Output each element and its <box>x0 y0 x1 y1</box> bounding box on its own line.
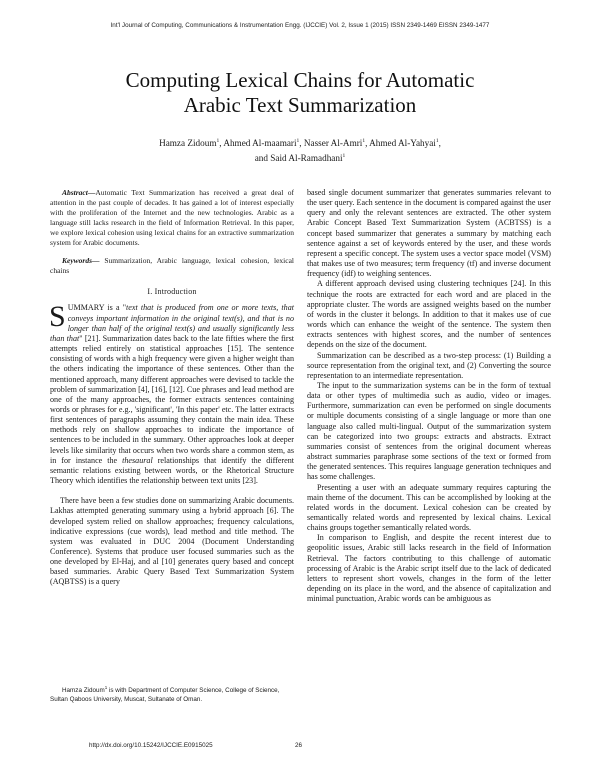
body-paragraph: The input to the summarization systems can be in the form of textual data or other types of multimedia such as audio, video or images. Furthermore, summarization can even be performed on single documents or multiple documents consisting of a single language or more than one language also called multi-lingual. Output of the summarization system can be categorized into two groups: extracts and abstracts. Extract summaries consist of sentences from the original document whereas abstract summaries paraphrase some sections of the text or formed from the generated sentences. This requires language generation techniques and has some challenges. <box>307 380 551 482</box>
author-affiliation-mark: 1 <box>435 138 439 144</box>
abstract: Abstract—Automatic Text Summarization has received a great deal of attention in the past couple of decades. It has gained a lot of interest especially with the proliferation of the Internet and the new technologies. Arabic as a language still lacks research in the field of Information Retrieval. In this paper, we explore lexical cohesion using lexical chains for an extractive summarization system for Arabic documents. <box>50 188 294 247</box>
author-name: Said Al-Ramadhani <box>270 153 343 164</box>
title-line-2: Arabic Text Summarization <box>183 93 417 117</box>
keywords-label: Keywords <box>62 256 92 266</box>
abstract-text: Automatic Text Summarization has received a great deal of attention in the past couple of decades. It has gained a lot of interest especially with the proliferation of the Internet and the new technologies. Arabic as a language still lacks research in the field of Information Retrieval. In this paper, we explore lexical cohesion using lexical chains for an extractive summarization system for Arabic documents. <box>50 188 294 247</box>
drop-cap: S <box>49 300 66 334</box>
intro-paragraph-1: SUMMARY is a "text that is produced from one or more texts, that conveys important information in the original text(s), and that is no longer than half of the original text(s) and usually significantly less than that" [21]. Summarization dates back to the late fifties where the first attempts relied entirely on statistical approaches [15]. The sentence consisting of words with a high frequency were given a higher weight than the others indicating the importance of these sentences. Other than the mentioned approach, many different approaches were devised to tackle the problem of summarization [4], [16], [12]. Cue phrases and lead method are one of the many approaches, the former extracts sentences containing words or phrases for e.g., 'significant', 'In this paper' etc. The latter extracts first sentences of paragraphs assuming they contain the main idea. These methods rely on shallow approaches to indicate the importance of sentences to be included in the summary. Other approaches look at deeper levels like similarity that occurs when two words share a common stem, as in for instance the thesaural relationships that identify the different semantic relations existing between words, or the Rhetorical Structure Theory which identifies the relationship between text units [23]. <box>49 300 294 486</box>
author-name: Ahmed Al-maamari <box>223 138 297 149</box>
affiliation-footnote: Hamza Zidoum$^1$ is with Department of Computer Science, College of Science, Sultan Qaboos University, Muscat, Sultanate of Oman. <box>50 685 280 704</box>
summary-definition-quote: text that is produced from one or more texts, that conveys important information in the original text(s), and that is no longer than half of the original text(s) and usually significantly less than that <box>50 303 294 343</box>
author-affiliation-mark: 1 <box>296 138 300 144</box>
author-affiliation-mark: 1 <box>216 138 220 144</box>
paper-title <box>60 68 540 118</box>
doi-link[interactable]: http://dx.doi.org/10.15242/IJCCIE.E0915025 <box>89 742 213 749</box>
author-name: Nasser Al-Amri <box>303 138 363 149</box>
authors-line-2: and Said Al-Ramadhani$^1$ <box>254 153 346 164</box>
right-column <box>307 188 551 604</box>
keywords-text: Summarization, Arabic language, lexical cohesion, lexical chains <box>50 256 294 276</box>
section-heading-introduction: I. Introduction <box>147 287 197 297</box>
left-column <box>50 188 294 588</box>
author-list <box>70 135 530 165</box>
body-paragraph: Summarization can be described as a two-step process: (1) Building a source representation from the original text, and (2) Converting the source representation to an intermediate representation. <box>307 350 551 380</box>
body-paragraph: A different approach devised using clustering techniques [24]. In this technique the roots are extracted for each word and are placed in the appropriate cluster. The words are assigned weights based on the number of words in the cluster it belongs. In addition to that it makes use of cue words which can enhance the weight of the sentence. The system then extracts sentences with highest scores, and the number of sentences depends on the size of the document. <box>307 279 551 350</box>
journal-header: Int'l Journal of Computing, Communications & Instrumentation Engg. (IJCCIE) Vol. 2, Issue 1 (2015) ISSN 2349-1469 EISSN 2349-1477 <box>110 22 490 29</box>
intro-paragraph-2: There have been a few studies done on summarizing Arabic documents. Lakhas attempted generating summary using a hybrid approach [6]. The developed system relied on shallow approaches; frequency calculations, indicative expressions (cue words), lead method and title method. The system was evaluated in DUC 2004 (Document Understanding Conference). Systems that produce user focused summaries such as the one developed by El-Haj, and al [10] generates query based and concept based summaries. Arabic Query Based Text Summarization System (AQBTSS) is a query <box>50 496 294 587</box>
page-number: 26 <box>295 742 303 749</box>
body-paragraph: based single document summarizer that generates summaries relevant to the user query. Each sentence in the document is compared against the user query and only the relevant sentences are extracted. The other system Arabic Concept Based Text Summarization System (ACBTSS) is a concept based summarizer that generates a summary by matching each sentence against a set of keywords entered by the user, and these words represent a specific concept. The system uses a vector space model (VSM) that makes use of two measures; term frequency (tf) and inverse document frequency (idf) to weighing sentences. <box>307 188 551 279</box>
abstract-label: Abstract <box>62 188 88 197</box>
title-line-1: Computing Lexical Chains for Automatic <box>125 68 475 92</box>
author-name: Ahmed Al-Yahyai <box>369 138 436 149</box>
body-paragraph: In comparison to English, and despite the recent interest due to geopolitic issues, Arabic still lacks research in the field of Information Retrieval. The factors contributing to this challenge of automatic processing of Arabic is the Arabic script itself due to the lack of dedicated letters to represent short vowels, changes in the form of the letter depending on its place in the word, and the absence of capitalization and minimal punctuation, Arabic words can be ambiguous as <box>307 533 551 604</box>
authors-line-1: Hamza Zidoum$^1$, Ahmed Al-maamari$^1$, Nasser Al-Amri$^1$, Ahmed Al-Yahyai$^1$, <box>159 138 441 149</box>
author-affiliation-mark: 1 <box>342 153 346 160</box>
keywords: Keywords— Summarization, Arabic language, lexical cohesion, lexical chains <box>50 256 294 276</box>
author-name: Hamza Zidoum <box>159 138 217 149</box>
author-affiliation-mark: 1 <box>362 138 366 144</box>
body-paragraph: Presenting a user with an adequate summary requires capturing the main theme of the document. This can be accomplished by looking at the related words in the document. Lexical cohesion can be created by semantically related words and represented by lexical chains. Lexical chains groups together semantically related words. <box>307 482 551 533</box>
